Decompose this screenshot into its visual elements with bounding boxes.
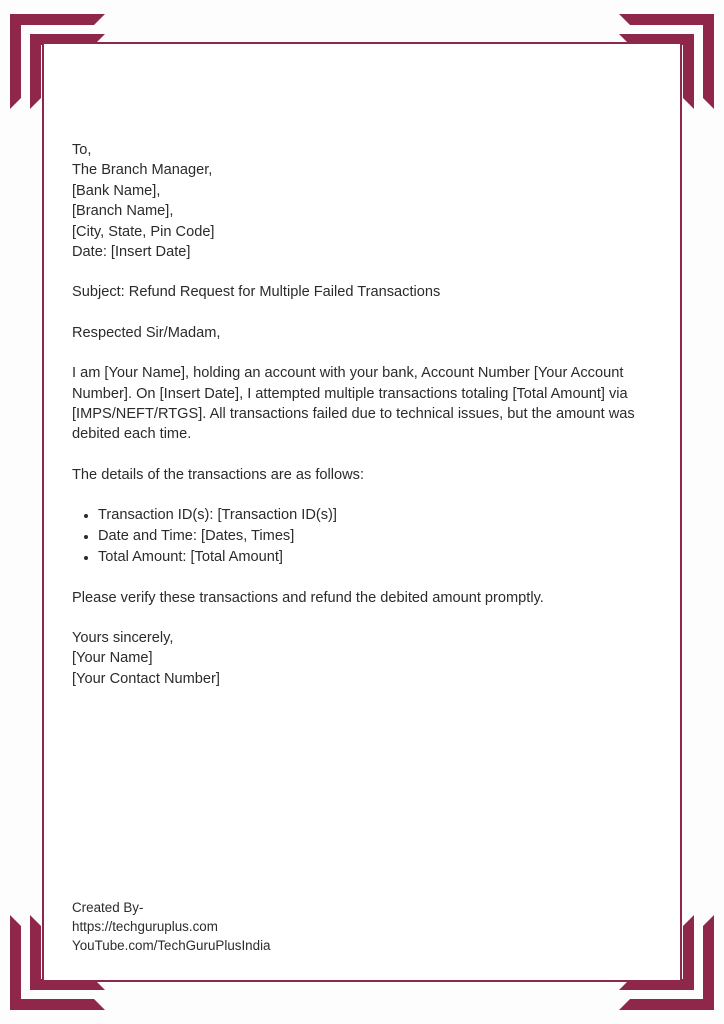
transaction-details-list xyxy=(72,505,648,567)
signoff-name: [Your Name] xyxy=(72,650,153,667)
closing-request: Please verify these transactions and refund the debited amount promptly. xyxy=(72,589,544,606)
footer-website-link[interactable]: https://techguruplus.com xyxy=(72,919,218,934)
letter-content xyxy=(72,140,648,689)
address-line: To, xyxy=(72,142,92,158)
address-line: [City, State, Pin Code] xyxy=(72,223,215,240)
signature-block xyxy=(72,628,648,689)
footer-youtube-link[interactable]: YouTube.com/TechGuruPlusIndia xyxy=(72,938,271,953)
list-item: Total Amount: [Total Amount] xyxy=(98,547,648,567)
address-line-date: Date: [Insert Date] xyxy=(72,244,191,261)
body-paragraph: I am [Your Name], holding an account with your bank, Account Number [Your Account Number]. On [Insert Date], I attempted multiple transactions totaling [Total Amount] via [IMPS/NEFT/RTGS]. All transactions failed due to technical issues, but the amount was debited each time. xyxy=(72,365,635,443)
list-item: Transaction ID(s): [Transaction ID(s)] xyxy=(98,505,648,525)
list-item: Date and Time: [Dates, Times] xyxy=(98,526,648,546)
details-intro: The details of the transactions are as follows: xyxy=(72,466,365,483)
footer-credit xyxy=(72,898,271,955)
address-line: The Branch Manager, xyxy=(72,162,213,179)
salutation: Respected Sir/Madam, xyxy=(72,324,221,341)
subject-line: Subject: Refund Request for Multiple Failed Transactions xyxy=(72,284,441,301)
signoff-line: Yours sincerely, xyxy=(72,629,174,646)
address-line: [Bank Name], xyxy=(72,182,161,199)
signoff-contact: [Your Contact Number] xyxy=(72,670,220,687)
footer-credit-label: Created By- xyxy=(72,900,144,915)
recipient-address-block xyxy=(72,140,648,262)
address-line: [Branch Name], xyxy=(72,203,174,220)
